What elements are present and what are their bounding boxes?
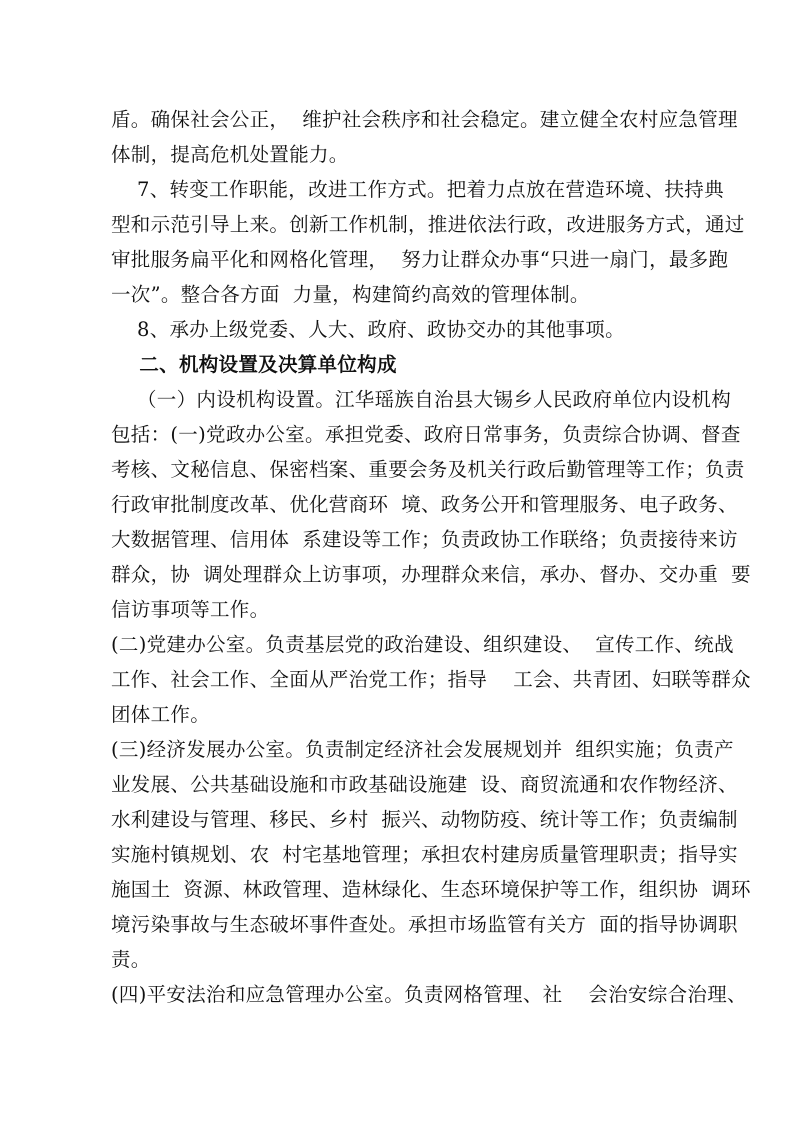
text-line: 责。 bbox=[111, 948, 151, 971]
text-line: 审批服务扁平化和网格化管理， 努力让群众办事“只进一扇门，最多跑 bbox=[111, 248, 729, 271]
text-line: 盾。确保社会公正， 维护社会秩序和社会稳定。建立健全农村应急管理 bbox=[111, 108, 738, 131]
text-line: (三)经济发展办公室。负责制定经济社会发展规划并 组织实施；负责产 bbox=[111, 738, 734, 761]
text-line: 型和示范引导上来。创新工作机制，推进依法行政，改进服务方式，通过 bbox=[111, 213, 745, 236]
text-line: 7、转变工作职能，改进工作方式。把着力点放在营造环境、扶持典 bbox=[111, 178, 724, 201]
text-line: 施国土 资源、林政管理、造林绿化、生态环境保护等工作，组织协 调环 bbox=[111, 878, 751, 901]
text-line: 业发展、公共基础设施和市政基础设施建 设、商贸流通和农作物经济、 bbox=[111, 773, 738, 796]
text-line: (二)党建办公室。负责基层党的政治建设、组织建设、 宣传工作、统战 bbox=[111, 633, 734, 656]
text-line: 一次”。整合各方面 力量，构建简约高效的管理体制。 bbox=[111, 283, 590, 306]
text-line: 实施村镇规划、农 村宅基地管理；承担农村建房质量管理职责；指导实 bbox=[111, 843, 738, 866]
text-line: 信访事项等工作。 bbox=[111, 598, 270, 621]
text-line: 大数据管理、信用体 系建设等工作；负责政协工作联络；负责接待来访 bbox=[111, 528, 738, 551]
text-line: 群众，协 调处理群众上访事项，办理群众来信，承办、督办、交办重 要 bbox=[111, 563, 751, 586]
section-heading: 二、机构设置及决算单位构成 bbox=[111, 353, 397, 376]
text-line: 8、承办上级党委、人大、政府、政协交办的其他事项。 bbox=[111, 318, 625, 341]
text-line: 包括：(一)党政办公室。承担党委、政府日常事务，负责综合协调、督查 bbox=[111, 423, 741, 446]
text-line: 行政审批制度改革、优化营商环 境、政务公开和管理服务、电子政务、 bbox=[111, 493, 738, 516]
text-line: 体制，提高危机处置能力。 bbox=[111, 143, 349, 166]
text-line: 团体工作。 bbox=[111, 703, 211, 726]
text-line: 工作、社会工作、全面从严治党工作；指导 工会、共青团、妇联等群众 bbox=[111, 668, 751, 691]
text-line: (四)平安法治和应急管理办公室。负责网格管理、社 会治安综合治理、 bbox=[111, 983, 747, 1006]
text-line: 境污染事故与生态破坏事件查处。承担市场监管有关方 面的指导协调职 bbox=[111, 913, 738, 936]
text-line: 考核、文秘信息、保密档案、重要会务及机关行政后勤管理等工作；负责 bbox=[111, 458, 745, 481]
text-line: 水利建设与管理、移民、乡村 振兴、动物防疫、统计等工作；负责编制 bbox=[111, 808, 738, 831]
text-line: （一）内设机构设置。江华瑶族自治县大锡乡人民政府单位内设机构 bbox=[111, 388, 731, 411]
